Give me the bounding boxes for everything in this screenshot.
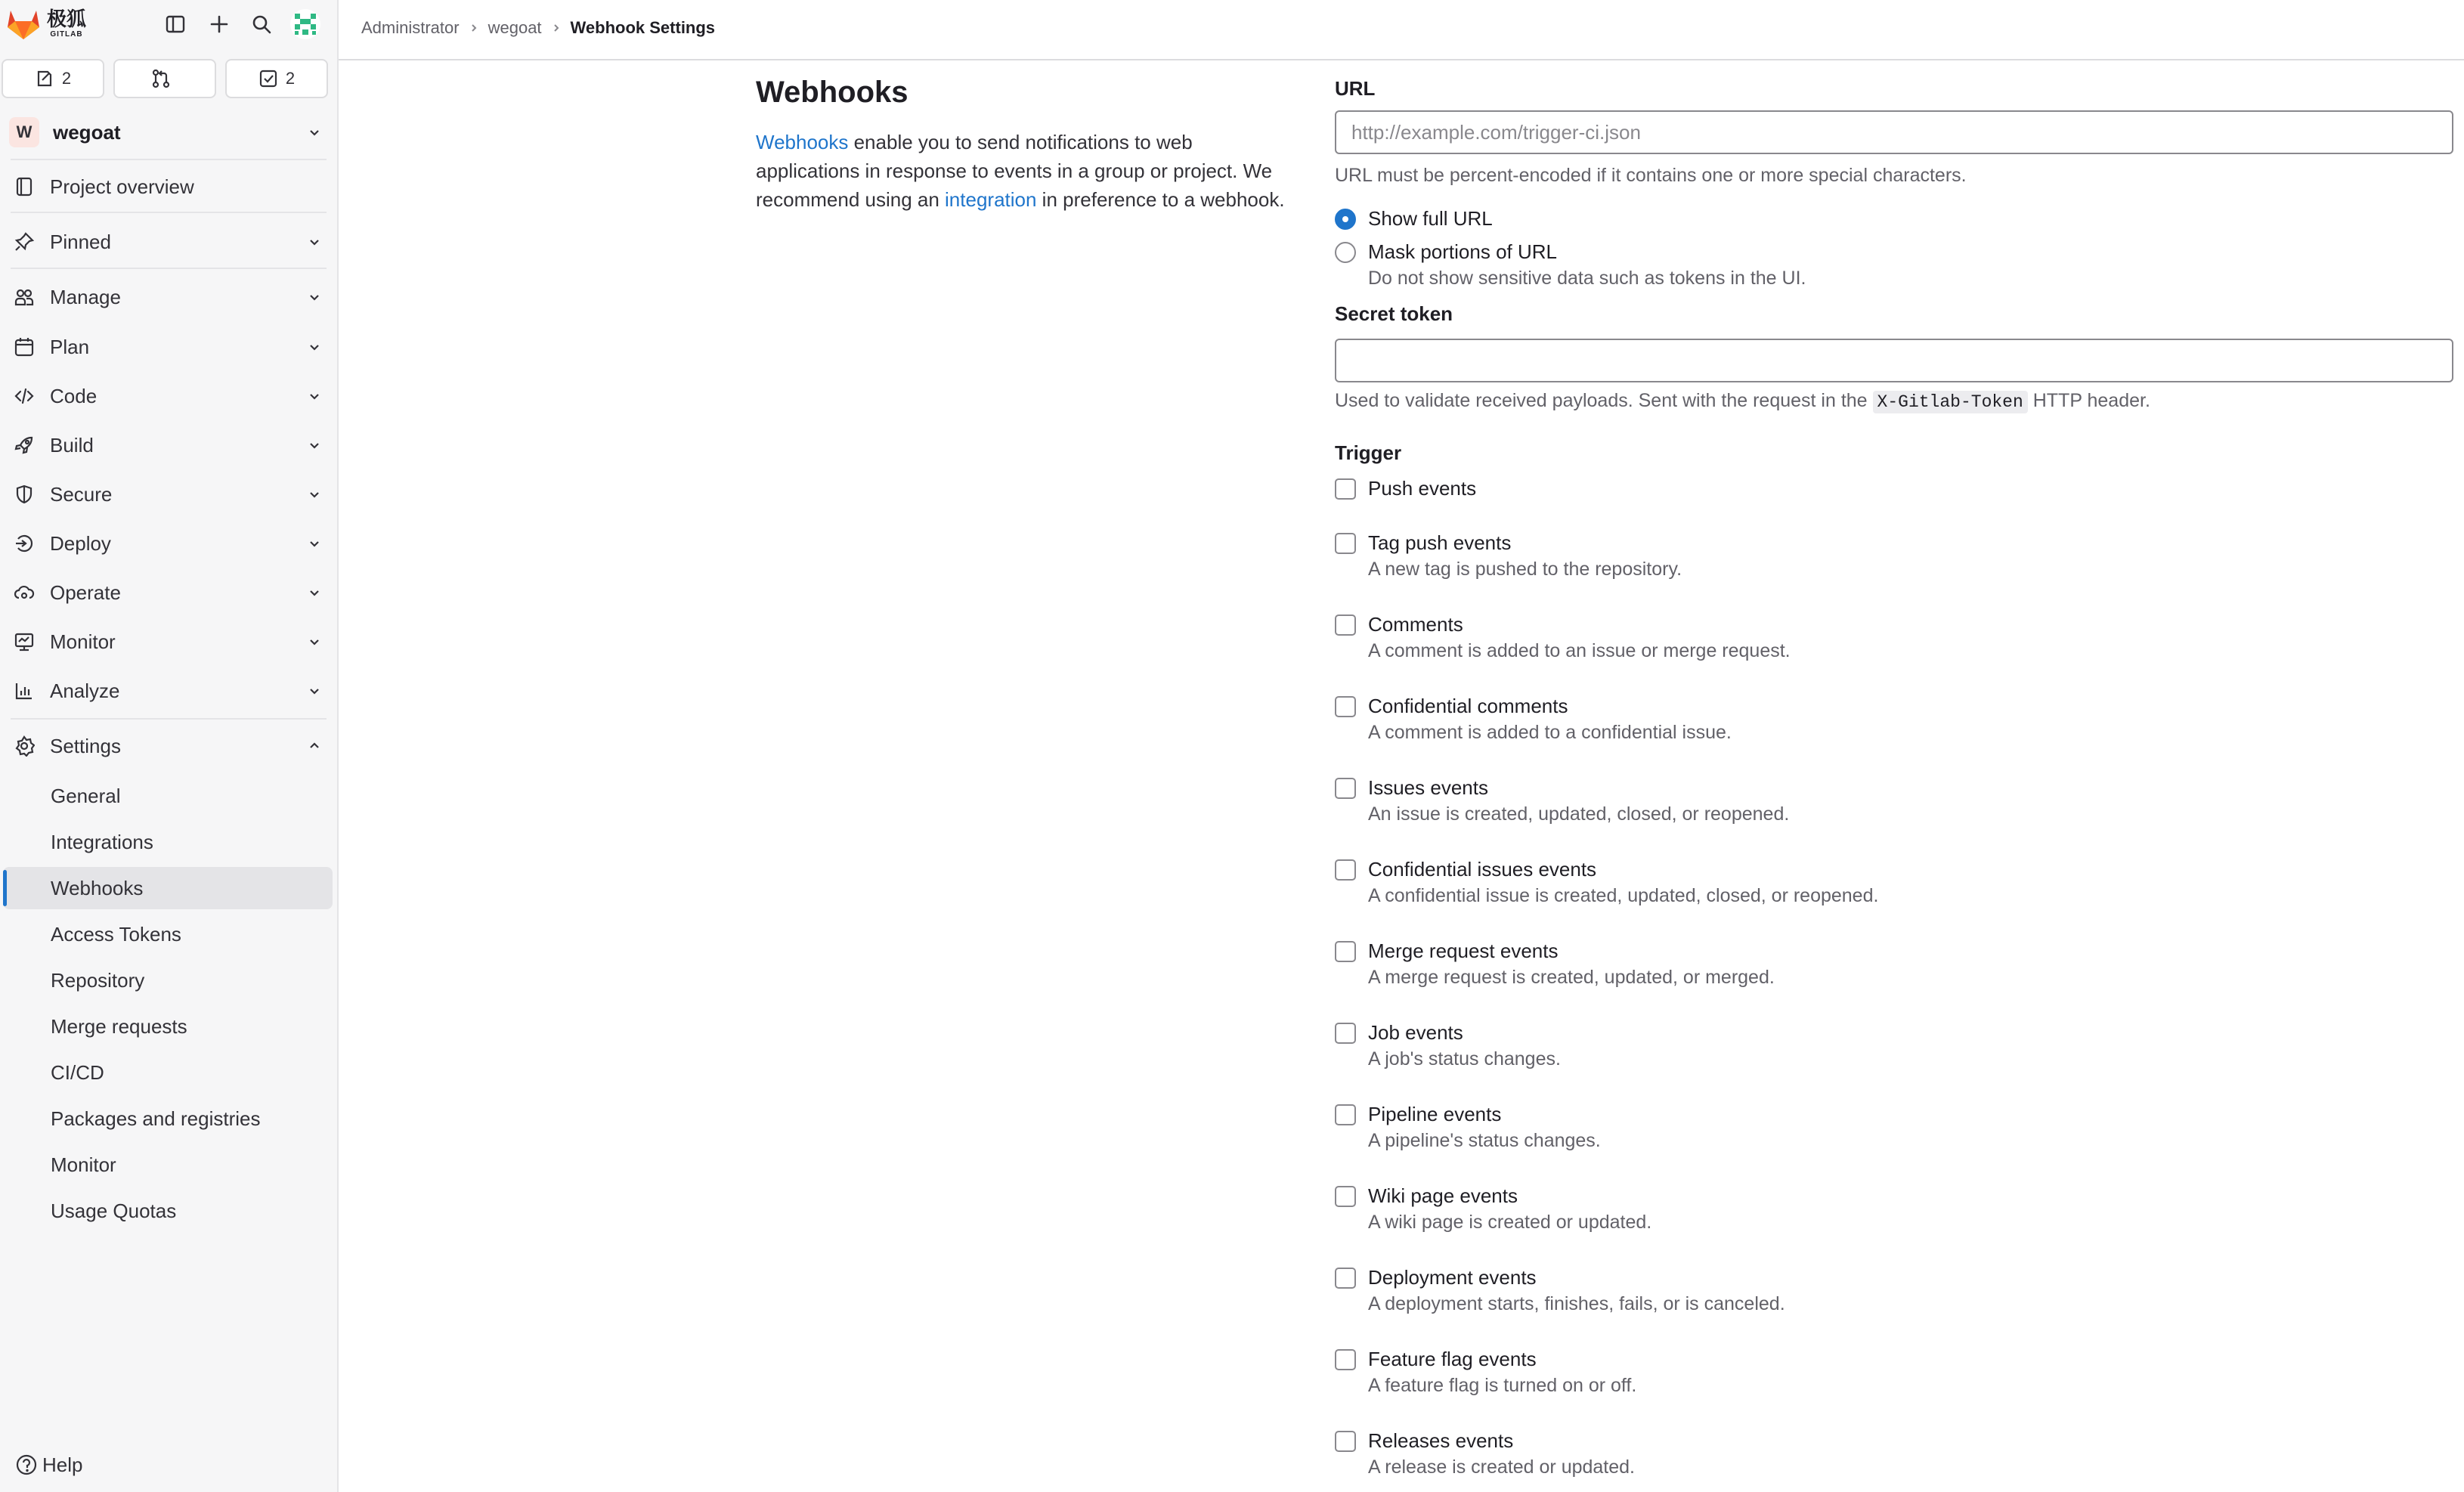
sidebar-divider [11, 212, 327, 213]
cloud-gear-icon [14, 582, 35, 603]
chevron-down-icon [307, 234, 322, 249]
nav-label: Merge requests [51, 1014, 187, 1038]
nav-item-monitor[interactable] [6, 620, 330, 664]
intro-description [756, 128, 1292, 214]
comments-checkbox[interactable] [1335, 614, 1356, 636]
settings-item-usage-quotas[interactable] [3, 1190, 333, 1232]
sidebar-toggle-button[interactable] [160, 9, 190, 39]
settings-item-ci-cd[interactable] [3, 1051, 333, 1094]
nav-item-operate[interactable] [6, 571, 330, 614]
help-button[interactable] [15, 1450, 82, 1480]
intro-text-1: enable you to send notifications to web applications in response to events in a group or project. We recommend using an [756, 131, 1273, 211]
breadcrumb-item-project[interactable]: wegoat [488, 18, 542, 37]
pipeline-events-desc: A pipeline's status changes. [1368, 1130, 1601, 1151]
nav-label: Deploy [50, 531, 111, 555]
help-label: Help [42, 1453, 83, 1476]
issues-counter-button[interactable] [2, 59, 104, 98]
nav-label: Project overview [50, 175, 194, 198]
project-name: wegoat [53, 120, 121, 144]
webhooks-intro [756, 76, 1292, 214]
nav-label: Manage [50, 285, 121, 308]
deployment-events-checkbox[interactable] [1335, 1268, 1356, 1289]
nav-label: Integrations [51, 830, 153, 853]
wiki-page-events-checkbox[interactable] [1335, 1186, 1356, 1207]
deployment-events-label[interactable]: Deployment events [1368, 1266, 1537, 1289]
confidential-issues-events-checkbox[interactable] [1335, 859, 1356, 881]
nav-label: General [51, 784, 121, 807]
merge-request-events-label[interactable]: Merge request events [1368, 939, 1559, 962]
secret-token-label: Secret token [1335, 302, 1453, 325]
trigger-label: Trigger [1335, 441, 1402, 464]
chevron-down-icon [307, 339, 322, 354]
settings-item-monitor[interactable] [3, 1144, 333, 1186]
feature-flag-events-label[interactable]: Feature flag events [1368, 1348, 1537, 1370]
releases-events-desc: A release is created or updated. [1368, 1456, 1636, 1478]
chevron-down-icon [307, 438, 322, 453]
nav-label: Usage Quotas [51, 1199, 177, 1222]
brand-logo[interactable] [6, 5, 89, 44]
nav-label: Secure [50, 482, 113, 506]
releases-events-label[interactable]: Releases events [1368, 1429, 1514, 1452]
comments-desc: A comment is added to an issue or merge request. [1368, 640, 1791, 661]
secret-token-input[interactable] [1335, 339, 2453, 382]
merge-request-events-desc: A merge request is created, updated, or merged. [1368, 967, 1775, 988]
comments-label[interactable]: Comments [1368, 613, 1463, 636]
settings-item-repository[interactable] [3, 959, 333, 1001]
sidebar [0, 0, 339, 1492]
releases-events-checkbox[interactable] [1335, 1431, 1356, 1452]
nav-item-secure[interactable] [6, 472, 330, 516]
search-icon [251, 14, 272, 35]
secret-help-pre: Used to validate received payloads. Sent with the request in the [1335, 390, 1873, 411]
page-title: Webhooks [756, 76, 909, 109]
code-icon [14, 385, 35, 407]
merge-request-events-checkbox[interactable] [1335, 941, 1356, 962]
issues-events-desc: An issue is created, updated, closed, or reopened. [1368, 803, 1790, 825]
chevron-down-icon [307, 536, 322, 551]
push-events-label[interactable]: Push events [1368, 477, 1477, 500]
wiki-page-events-desc: A wiki page is created or updated. [1368, 1212, 1652, 1233]
top-bar [339, 0, 2464, 60]
nav-label: Monitor [51, 1153, 116, 1176]
tag-push-events-checkbox[interactable] [1335, 533, 1356, 554]
rocket-icon [14, 435, 35, 456]
feature-flag-events-desc: A feature flag is turned on or off. [1368, 1375, 1637, 1396]
job-events-label[interactable]: Job events [1368, 1021, 1463, 1044]
tanuki-logo-icon [6, 8, 41, 41]
deployment-events-desc: A deployment starts, finishes, fails, or is canceled. [1368, 1293, 1785, 1314]
nav-item-pinned[interactable] [6, 220, 330, 264]
counters-row [2, 59, 330, 98]
brand-en: GITLAB [50, 30, 83, 39]
nav-label: Settings [50, 734, 121, 757]
breadcrumb-item-current[interactable]: Webhook Settings [570, 18, 716, 37]
nav-label: Analyze [50, 679, 120, 702]
tag-push-events-desc: A new tag is pushed to the repository. [1368, 559, 1682, 580]
user-avatar-icon [290, 9, 320, 39]
issues-count: 2 [61, 69, 72, 88]
wiki-page-events-label[interactable]: Wiki page events [1368, 1184, 1518, 1207]
chevron-up-icon [307, 738, 322, 754]
sidebar-divider [11, 159, 327, 160]
chevron-down-icon [307, 388, 322, 404]
settings-item-packages-registries[interactable] [3, 1097, 333, 1140]
nav-item-deploy[interactable] [6, 522, 330, 565]
settings-item-general[interactable] [3, 775, 333, 817]
nav-label: Access Tokens [51, 922, 181, 946]
nav-item-plan[interactable] [6, 325, 330, 369]
mask-url-label[interactable]: Mask portions of URL [1368, 240, 1557, 263]
sidebar-divider [11, 268, 327, 269]
breadcrumb [361, 18, 715, 38]
settings-item-access-tokens[interactable] [3, 913, 333, 955]
project-avatar: W [9, 117, 39, 147]
sidebar-top-bar [0, 0, 337, 50]
nav-label: Build [50, 433, 94, 457]
nav-label: Repository [51, 968, 145, 992]
nav-item-analyze[interactable] [6, 669, 330, 713]
nav-item-settings[interactable] [6, 724, 330, 768]
nav-label: Code [50, 384, 98, 407]
nav-label: Webhooks [51, 876, 144, 899]
chevron-down-icon [307, 585, 322, 600]
nav-label: Pinned [50, 230, 111, 253]
push-events-checkbox[interactable] [1335, 478, 1356, 500]
nav-item-project-overview[interactable] [6, 165, 330, 209]
url-label: URL [1335, 77, 1376, 100]
search-button[interactable] [246, 9, 277, 39]
job-events-desc: A job's status changes. [1368, 1048, 1561, 1069]
settings-item-merge-requests[interactable] [3, 1005, 333, 1048]
nav-label: Monitor [50, 630, 116, 653]
sidebar-divider [11, 718, 327, 720]
calendar-icon [14, 336, 35, 358]
issues-icon [35, 69, 54, 88]
monitor-icon [14, 631, 35, 652]
pin-icon [14, 231, 35, 252]
confidential-comments-desc: A comment is added to a confidential issue. [1368, 722, 1732, 743]
merge-requests-counter-button[interactable] [113, 59, 216, 98]
confidential-comments-label[interactable]: Confidential comments [1368, 695, 1568, 717]
nav-item-build[interactable] [6, 423, 330, 467]
intro-text-2: in preference to a webhook. [1036, 188, 1285, 211]
chevron-down-icon [307, 125, 322, 140]
user-avatar-button[interactable] [290, 9, 320, 39]
chart-icon [14, 680, 35, 701]
brand-wordmark [47, 10, 86, 39]
breadcrumb-item-administrator[interactable]: Administrator [361, 18, 460, 37]
integration-link[interactable]: integration [945, 188, 1037, 211]
chevron-right-icon [469, 23, 479, 33]
todos-counter-button[interactable] [225, 59, 328, 98]
mask-url-radio[interactable] [1335, 242, 1356, 263]
url-help-text: URL must be percent-encoded if it contains one or more special characters. [1335, 165, 1967, 186]
shield-icon [14, 484, 35, 505]
project-switcher[interactable] [6, 112, 330, 153]
feature-flag-events-checkbox[interactable] [1335, 1349, 1356, 1370]
nav-item-manage[interactable] [6, 275, 330, 319]
todos-count: 2 [285, 69, 296, 88]
chevron-down-icon [307, 289, 322, 305]
brand-cn: 极狐 [47, 8, 87, 31]
sidebar-toggle-icon [165, 14, 186, 35]
users-icon [14, 286, 35, 308]
confidential-comments-checkbox[interactable] [1335, 696, 1356, 717]
chevron-down-icon [307, 683, 322, 698]
gear-icon [14, 735, 35, 757]
create-new-button[interactable] [204, 9, 234, 39]
nav-label: Plan [50, 335, 90, 358]
settings-item-webhooks[interactable] [3, 867, 333, 909]
nav-label: Operate [50, 580, 121, 604]
show-full-url-radio[interactable] [1335, 209, 1356, 230]
merge-request-icon [150, 68, 172, 89]
nav-item-code[interactable] [6, 374, 330, 418]
chevron-down-icon [307, 634, 322, 649]
tag-push-events-label[interactable]: Tag push events [1368, 531, 1512, 554]
chevron-down-icon [307, 487, 322, 502]
todo-icon [258, 69, 278, 88]
issues-events-label[interactable]: Issues events [1368, 776, 1488, 799]
nav-label: Packages and registries [51, 1107, 261, 1130]
confidential-issues-events-label[interactable]: Confidential issues events [1368, 858, 1597, 881]
pipeline-events-checkbox[interactable] [1335, 1104, 1356, 1125]
show-full-url-label[interactable]: Show full URL [1368, 207, 1493, 230]
url-input[interactable] [1335, 110, 2453, 154]
confidential-issues-events-desc: A confidential issue is created, updated, closed, or reopened. [1368, 885, 1879, 906]
secret-token-help [1335, 390, 2150, 412]
job-events-checkbox[interactable] [1335, 1023, 1356, 1044]
issues-events-checkbox[interactable] [1335, 778, 1356, 799]
nav-label: CI/CD [51, 1060, 104, 1084]
pipeline-events-label[interactable]: Pipeline events [1368, 1103, 1502, 1125]
deploy-icon [14, 533, 35, 554]
help-icon [15, 1453, 38, 1476]
chevron-right-icon [551, 23, 562, 33]
plus-icon [209, 14, 230, 35]
secret-help-post: HTTP header. [2027, 390, 2150, 411]
secret-help-header-code: X-Gitlab-Token [1873, 391, 2028, 413]
mask-url-help: Do not show sensitive data such as tokens in the UI. [1368, 268, 1806, 289]
webhooks-docs-link[interactable]: Webhooks [756, 131, 849, 153]
project-overview-icon [14, 176, 35, 197]
settings-item-integrations[interactable] [3, 821, 333, 863]
